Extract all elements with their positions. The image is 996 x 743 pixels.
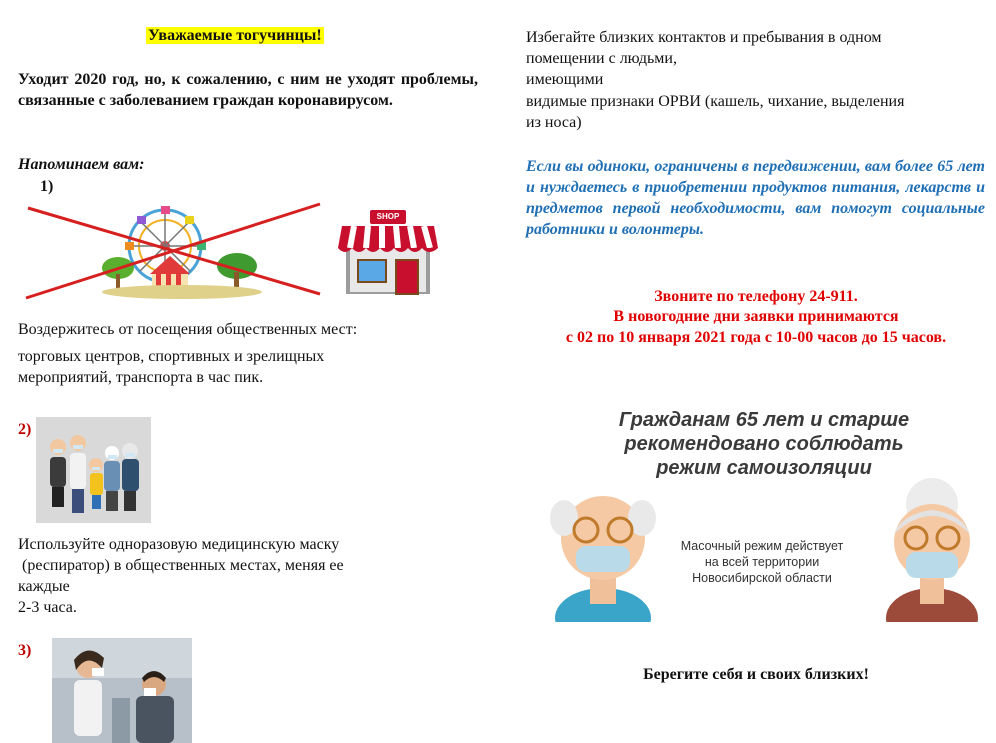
greeting: Уважаемые тогучинцы! [148,27,322,44]
reminder-heading: Напоминаем вам: [18,156,145,173]
person-icon [50,439,66,507]
phone-line-2: В новогодние дни заявки принимаются [613,308,899,325]
phone-line-3: с 02 по 10 января 2021 года с 10-00 часов до 15 часов. [565,329,947,346]
person-icon [74,650,104,736]
item-1-text-line-2: торговых центров, спортивных и зрелищных [18,348,325,365]
avoid-text-line-3: имеющими [526,71,604,88]
sneezing-office-image [52,638,192,743]
elderly-woman-icon [872,478,992,622]
person-icon [70,435,86,513]
family-in-masks-image [36,417,151,523]
person-icon [104,446,120,511]
avoid-text-line-4: видимые признаки ОРВИ (кашель, чихание, выделения [526,93,905,110]
avoid-text-line-5: из носа) [526,114,582,131]
avoid-text-line-2: помещении с людьми, [526,50,677,67]
closing-line: Берегите себя и своих близких! [643,666,869,683]
circus-tent-icon [150,256,190,290]
item-2-text-line-3: каждые [18,578,70,595]
social-help-paragraph: Если вы одиноки, ограничены в передвижении, вам более 65 лет и нуждаетесь в приобретении продуктов питания, лекарств и предметов первой необходимости, вам помогут социальные работники и волонтеры. [526,158,985,238]
poster-note-line-3: Новосибирской области [692,571,832,585]
item-2-text-line-4: 2-3 часа. [18,599,77,616]
item-2-text-line-2: (респиратор) в общественных местах, меняя ее [18,557,344,574]
poster-title-line-1: Гражданам 65 лет и старше [618,409,910,431]
intro-paragraph: Уходит 2020 год, но, к сожалению, с ним не уходят проблемы, связанные с заболеванием граждан коронавирусом. [18,71,478,109]
poster-note-line-1: Масочный режим действует [680,539,844,553]
crossed-fairground-image [22,198,324,302]
item-2-text-line-1: Используйте одноразовую медицинскую маску [18,536,340,553]
shop-icon [336,208,440,296]
phone-line-1: Звоните по телефону 24-911. [654,288,858,305]
item-1-text-line-1: Воздержитесь от посещения общественных мест: [18,321,358,338]
elderly-man-icon [538,478,668,622]
poster-title-line-3: режим самоизоляции [656,457,872,479]
item-1-number: 1) [40,178,54,195]
poster-note-line-2: на всей территории [704,555,820,569]
item-3-number: 3) [18,642,32,659]
item-1-text-line-3: мероприятий, транспорта в час пик. [18,369,264,386]
shop-sign-label: SHOP [376,212,400,221]
item-2-number: 2) [18,421,32,438]
self-isolation-poster [532,398,996,624]
avoid-text-line-1: Избегайте близких контактов и пребывания в одном [526,29,882,46]
poster-title-line-2: рекомендовано соблюдать [624,433,904,455]
